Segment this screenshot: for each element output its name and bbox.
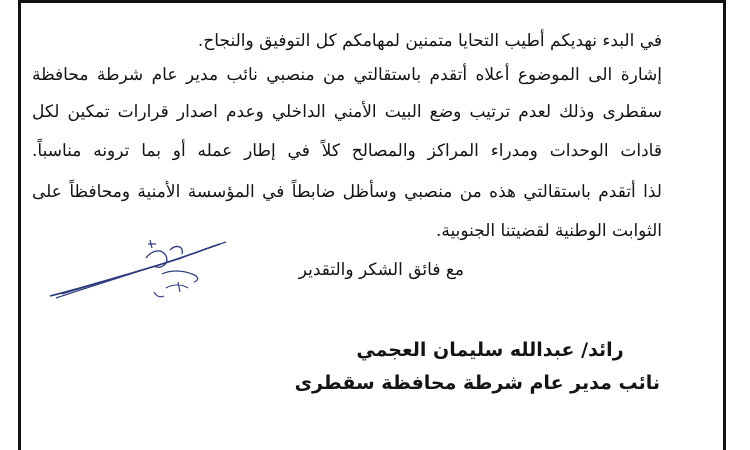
page-border-left [18, 0, 21, 450]
page-border-right [723, 0, 726, 450]
greeting-line: في البدء نهديكم أطيب التحايا متمنين لمهامكم كل التوفيق والنجاح. [197, 31, 662, 51]
signer-name: رائد/ عبدالله سليمان العجمي [356, 339, 624, 361]
body-line-2: سقطرى وذلك لعدم ترتيب وضع البيت الأمني الداخلي وعدم اصدار قرارات تمكين لكل [32, 102, 662, 122]
signer-title: نائب مدير عام شرطة محافظة سقطرى [294, 372, 660, 394]
handwritten-signature [42, 236, 232, 306]
closing-line: مع فائق الشكر والتقدير [298, 260, 464, 280]
body-line-5: الثوابت الوطنية لقضيتنا الجنوبية. [435, 221, 662, 241]
page-border-top [18, 0, 726, 3]
body-line-4: لذا أتقدم باستقالتي هذه من منصبي وسأظل ضابطاً في المؤسسة الأمنية ومحافظاً على [32, 182, 662, 202]
body-line-1: إشارة الى الموضوع أعلاه أتقدم باستقالتي من منصبي نائب مدير عام شرطة محافظة [32, 65, 662, 85]
body-line-3: قادات الوحدات ومدراء المراكز والمصالح كلاً في إطار عمله أو بما ترونه مناسباً. [32, 141, 662, 161]
